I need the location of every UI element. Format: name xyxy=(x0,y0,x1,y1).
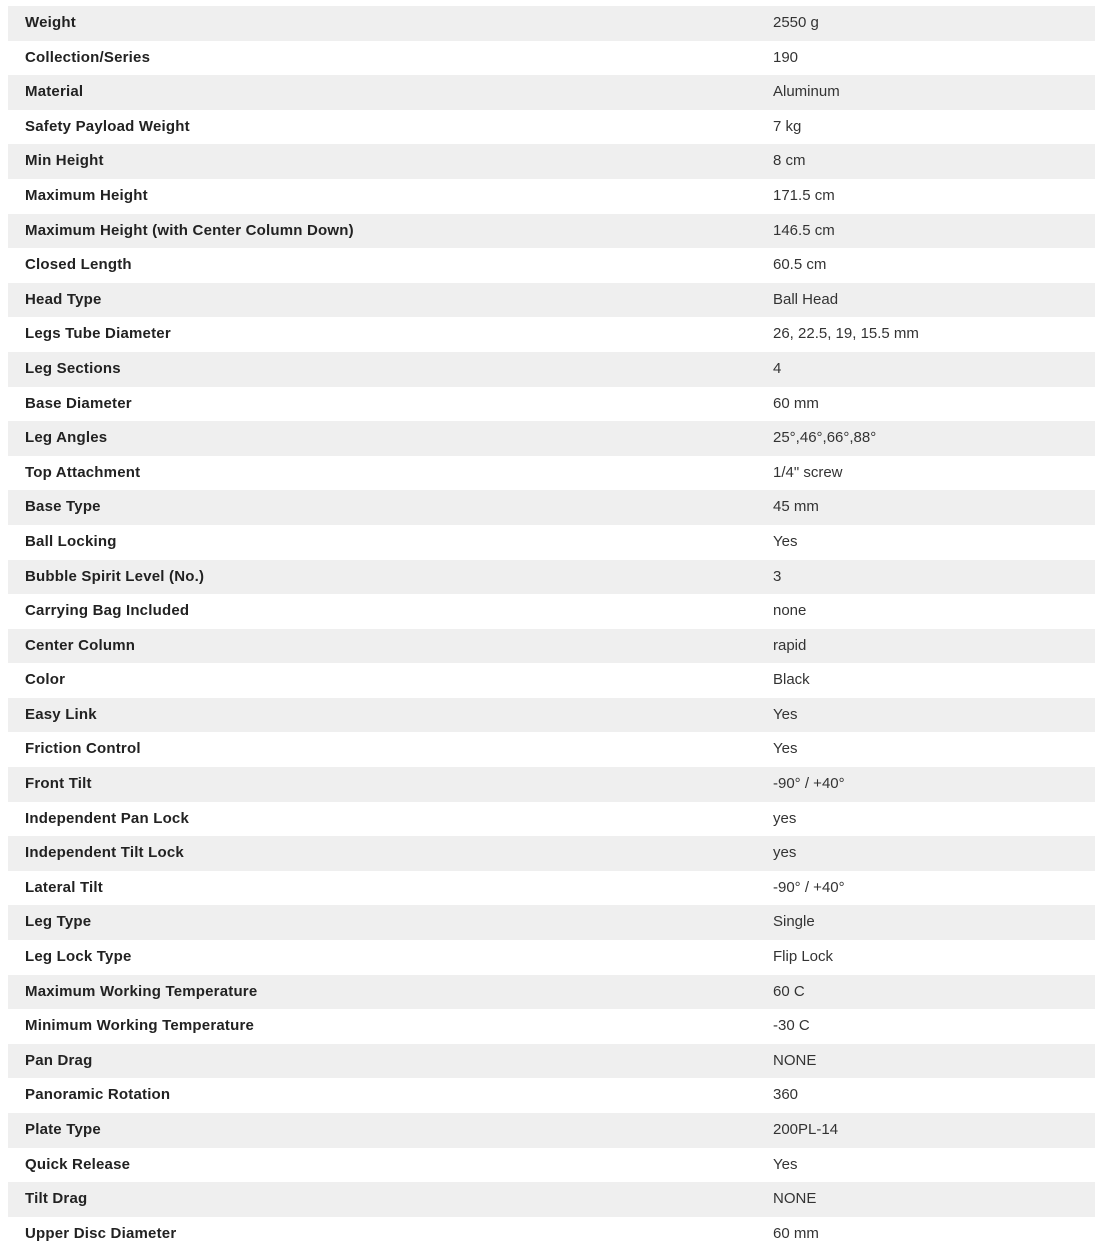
spec-row xyxy=(8,594,1095,629)
spec-row xyxy=(8,767,1095,802)
spec-value: Yes xyxy=(773,705,798,723)
spec-row xyxy=(8,802,1095,837)
spec-value: Ball Head xyxy=(773,290,839,308)
spec-row xyxy=(8,75,1095,110)
spec-label: Independent Tilt Lock xyxy=(25,844,184,862)
spec-row xyxy=(8,1217,1095,1252)
spec-value: 45 mm xyxy=(773,498,819,516)
spec-row xyxy=(8,836,1095,871)
spec-row xyxy=(8,456,1095,491)
spec-value: 146.5 cm xyxy=(773,221,835,239)
spec-row xyxy=(8,490,1095,525)
spec-value: NONE xyxy=(773,1051,817,1069)
spec-value: 4 xyxy=(773,359,782,377)
spec-row xyxy=(8,179,1095,214)
spec-label: Color xyxy=(25,671,66,689)
spec-value: Flip Lock xyxy=(773,948,834,966)
spec-value: 60 mm xyxy=(773,394,819,412)
spec-row xyxy=(8,1113,1095,1148)
spec-row xyxy=(8,629,1095,664)
spec-row xyxy=(8,560,1095,595)
spec-label: Minimum Working Temperature xyxy=(25,1017,255,1035)
spec-label: Upper Disc Diameter xyxy=(25,1224,177,1242)
spec-label: Top Attachment xyxy=(25,463,141,481)
spec-value: 60 mm xyxy=(773,1224,819,1242)
spec-row xyxy=(8,110,1095,145)
spec-label: Material xyxy=(25,83,84,101)
spec-value: 60 C xyxy=(773,982,805,1000)
spec-label: Center Column xyxy=(25,636,136,654)
spec-row xyxy=(8,975,1095,1010)
spec-row xyxy=(8,283,1095,318)
spec-row xyxy=(8,387,1095,422)
spec-label: Maximum Height (with Center Column Down) xyxy=(25,221,354,239)
spec-value: -90° / +40° xyxy=(773,775,845,793)
spec-value: 200PL-14 xyxy=(773,1121,839,1138)
spec-value: 8 cm xyxy=(773,152,806,170)
spec-value: 360 xyxy=(773,1086,799,1104)
spec-value: none xyxy=(773,602,807,620)
spec-value: 171.5 cm xyxy=(773,186,835,204)
spec-row xyxy=(8,940,1095,975)
spec-value: 3 xyxy=(773,567,782,585)
spec-row xyxy=(8,1182,1095,1217)
spec-row xyxy=(8,421,1095,456)
spec-label: Maximum Working Temperature xyxy=(25,982,258,1000)
spec-value: -90° / +40° xyxy=(773,878,845,896)
spec-label: Safety Payload Weight xyxy=(25,117,190,135)
spec-row xyxy=(8,871,1095,906)
spec-label: Lateral Tilt xyxy=(25,878,103,896)
spec-row xyxy=(8,905,1095,940)
spec-value: Black xyxy=(773,671,810,689)
spec-value: NONE xyxy=(773,1190,817,1208)
spec-label: Head Type xyxy=(25,290,102,308)
spec-value: Yes xyxy=(773,532,798,550)
spec-label: Carrying Bag Included xyxy=(25,602,190,620)
spec-row xyxy=(8,732,1095,767)
spec-row xyxy=(8,1148,1095,1183)
spec-row xyxy=(8,144,1095,179)
spec-value: Single xyxy=(773,913,815,931)
spec-value: Yes xyxy=(773,1155,798,1173)
spec-row xyxy=(8,214,1095,249)
spec-row xyxy=(8,248,1095,283)
spec-value: yes xyxy=(773,809,797,827)
spec-label: Independent Pan Lock xyxy=(25,809,190,827)
spec-label: Tilt Drag xyxy=(25,1190,88,1208)
spec-value: 7 kg xyxy=(773,117,802,135)
spec-label: Min Height xyxy=(25,152,104,170)
spec-label: Maximum Height xyxy=(25,186,148,204)
spec-label: Closed Length xyxy=(25,256,132,274)
spec-value: 2550 g xyxy=(773,14,819,31)
spec-row xyxy=(8,6,1095,41)
spec-value: 1/4" screw xyxy=(773,463,843,481)
spec-label: Collection/Series xyxy=(25,48,151,66)
spec-label: Plate Type xyxy=(25,1121,101,1138)
spec-row xyxy=(8,663,1095,698)
spec-value: Yes xyxy=(773,740,798,758)
spec-label: Leg Sections xyxy=(25,359,121,377)
spec-label: Pan Drag xyxy=(25,1051,93,1069)
spec-label: Weight xyxy=(25,14,76,31)
spec-value: Aluminum xyxy=(773,83,840,101)
spec-label: Leg Type xyxy=(25,913,92,931)
spec-value: rapid xyxy=(773,636,807,654)
spec-label: Legs Tube Diameter xyxy=(25,325,171,343)
spec-label: Front Tilt xyxy=(25,775,92,793)
spec-table xyxy=(8,6,1095,1251)
spec-row xyxy=(8,1078,1095,1113)
spec-row xyxy=(8,1044,1095,1079)
spec-label: Easy Link xyxy=(25,705,97,723)
spec-row xyxy=(8,317,1095,352)
spec-value: 190 xyxy=(773,48,799,66)
spec-row xyxy=(8,352,1095,387)
spec-row xyxy=(8,525,1095,560)
spec-label: Panoramic Rotation xyxy=(25,1086,171,1104)
spec-row xyxy=(8,698,1095,733)
spec-label: Base Type xyxy=(25,498,101,516)
spec-label: Leg Angles xyxy=(25,429,108,447)
spec-label: Friction Control xyxy=(25,740,141,758)
spec-table-body xyxy=(8,6,1095,1251)
spec-value: yes xyxy=(773,844,797,862)
spec-label: Quick Release xyxy=(25,1155,131,1173)
spec-row xyxy=(8,41,1095,76)
spec-label: Leg Lock Type xyxy=(25,948,132,966)
spec-value: 26, 22.5, 19, 15.5 mm xyxy=(773,325,919,343)
spec-value: -30 C xyxy=(773,1017,810,1035)
spec-value: 60.5 cm xyxy=(773,256,827,274)
spec-label: Base Diameter xyxy=(25,394,132,412)
spec-label: Ball Locking xyxy=(25,532,117,550)
spec-label: Bubble Spirit Level (No.) xyxy=(25,567,205,585)
spec-row xyxy=(8,1009,1095,1044)
spec-value: 25°,46°,66°,88° xyxy=(773,429,877,447)
